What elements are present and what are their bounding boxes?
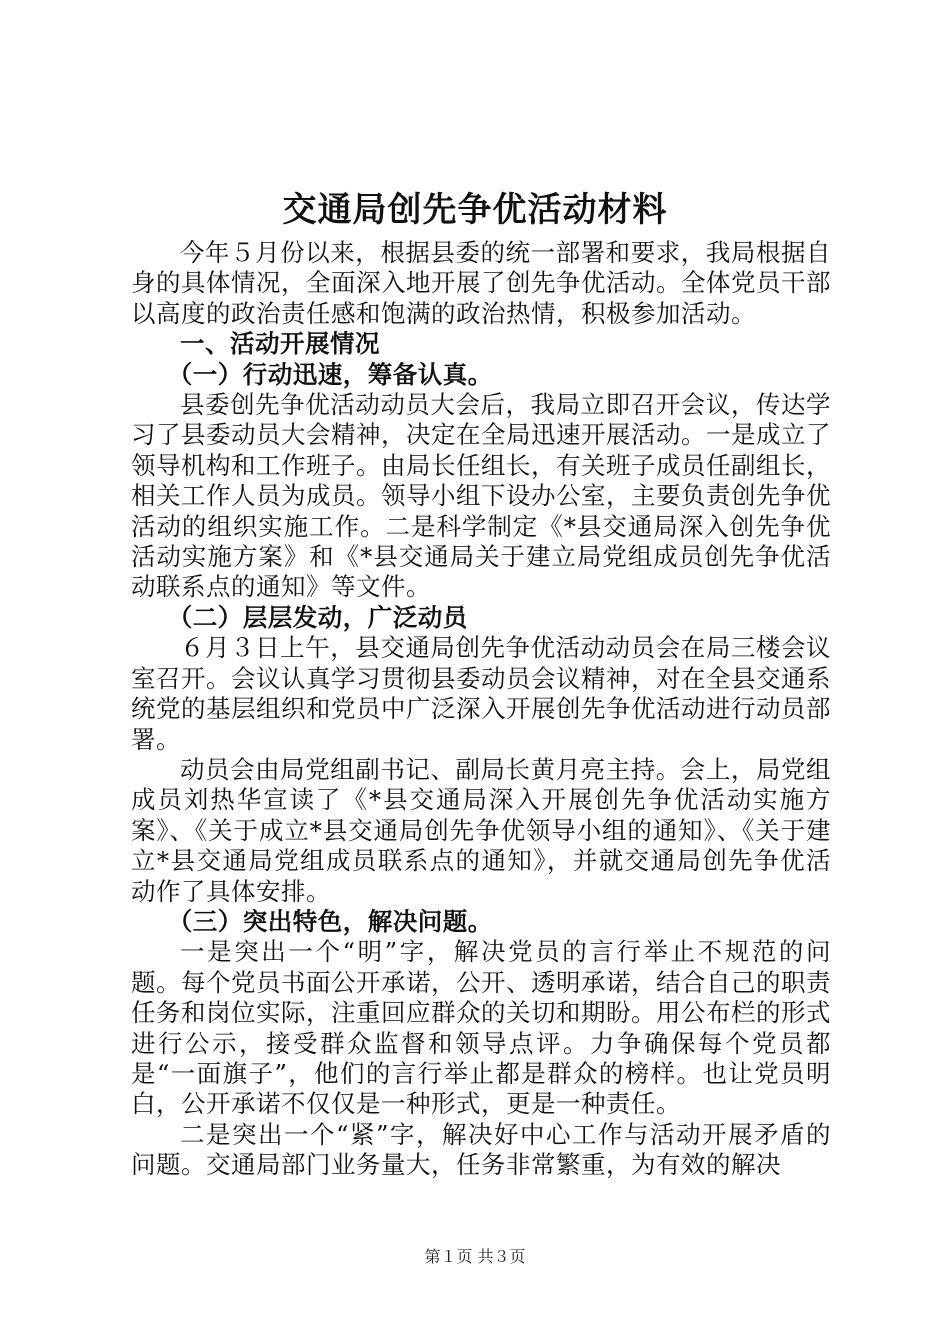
- page-number: 第１页 共３页: [424, 1247, 526, 1266]
- subsection-heading: （三）突出特色，解决问题。: [167, 906, 493, 936]
- body-paragraph: ６月３日上午，县交通局创先争优活动动员会在局三楼会议室召开。会议认真学习贯彻县委动员会议精神，对在全县交通系统党的基层组织和党员中广泛深入开展创先争优活动进行动员部署。: [131, 633, 831, 754]
- subsection-heading: （二）层层发动，广泛动员: [167, 602, 468, 632]
- body-paragraph: 县委创先争优活动动员大会后，我局立即召开会议，传达学习了县委动员大会精神，决定在全局迅速开展活动。一是成立了领导机构和工作班子。由局长任组长，有关班子成员任副组长，相关工作人员为成员。领导小组下设办公室，主要负责创先争优活动的组织实施工作。二是科学制定《*县交通局深入创先争优活动实施方案》和《*县交通局关于建立局党组成员创先争优活动联系点的通知》等文件。: [131, 390, 831, 602]
- body-paragraph: 动员会由局党组副书记、副局长黄月亮主持。会上，局党组成员刘热华宣读了《*县交通局深入开展创先争优活动实施方案》、《关于成立*县交通局创先争优领导小组的通知》、《关于建立*县交通局党组成员联系点的通知》，并就交通局创先争优活动作了具体安排。: [131, 754, 831, 906]
- subsection-heading: （一）行动迅速，筹备认真。: [167, 359, 493, 389]
- document-body: [131, 238, 831, 1181]
- document-title: 交通局创先争优活动材料: [282, 190, 668, 230]
- body-paragraph: 二是突出一个“紧”字，解决好中心工作与活动开展矛盾的问题。交通局部门业务量大，任务非常繁重，为有效的解决: [131, 1119, 831, 1180]
- intro-paragraph: 今年５月份以来，根据县委的统一部署和要求，我局根据自身的具体情况，全面深入地开展了创先争优活动。全体党员干部以高度的政治责任感和饱满的政治热情，积极参加活动。: [131, 238, 831, 328]
- body-paragraph: 一是突出一个“明”字，解决党员的言行举止不规范的问题。每个党员书面公开承诺，公开、透明承诺，结合自己的职责任务和岗位实际，注重回应群众的关切和期盼。用公布栏的形式进行公示，接受群众监督和领导点评。力争确保每个党员都是“一面旗子”，他们的言行举止都是群众的榜样。也让党员明白，公开承诺不仅仅是一种形式，更是一种责任。: [131, 937, 831, 1119]
- section-heading: 一、活动开展情况: [180, 329, 380, 359]
